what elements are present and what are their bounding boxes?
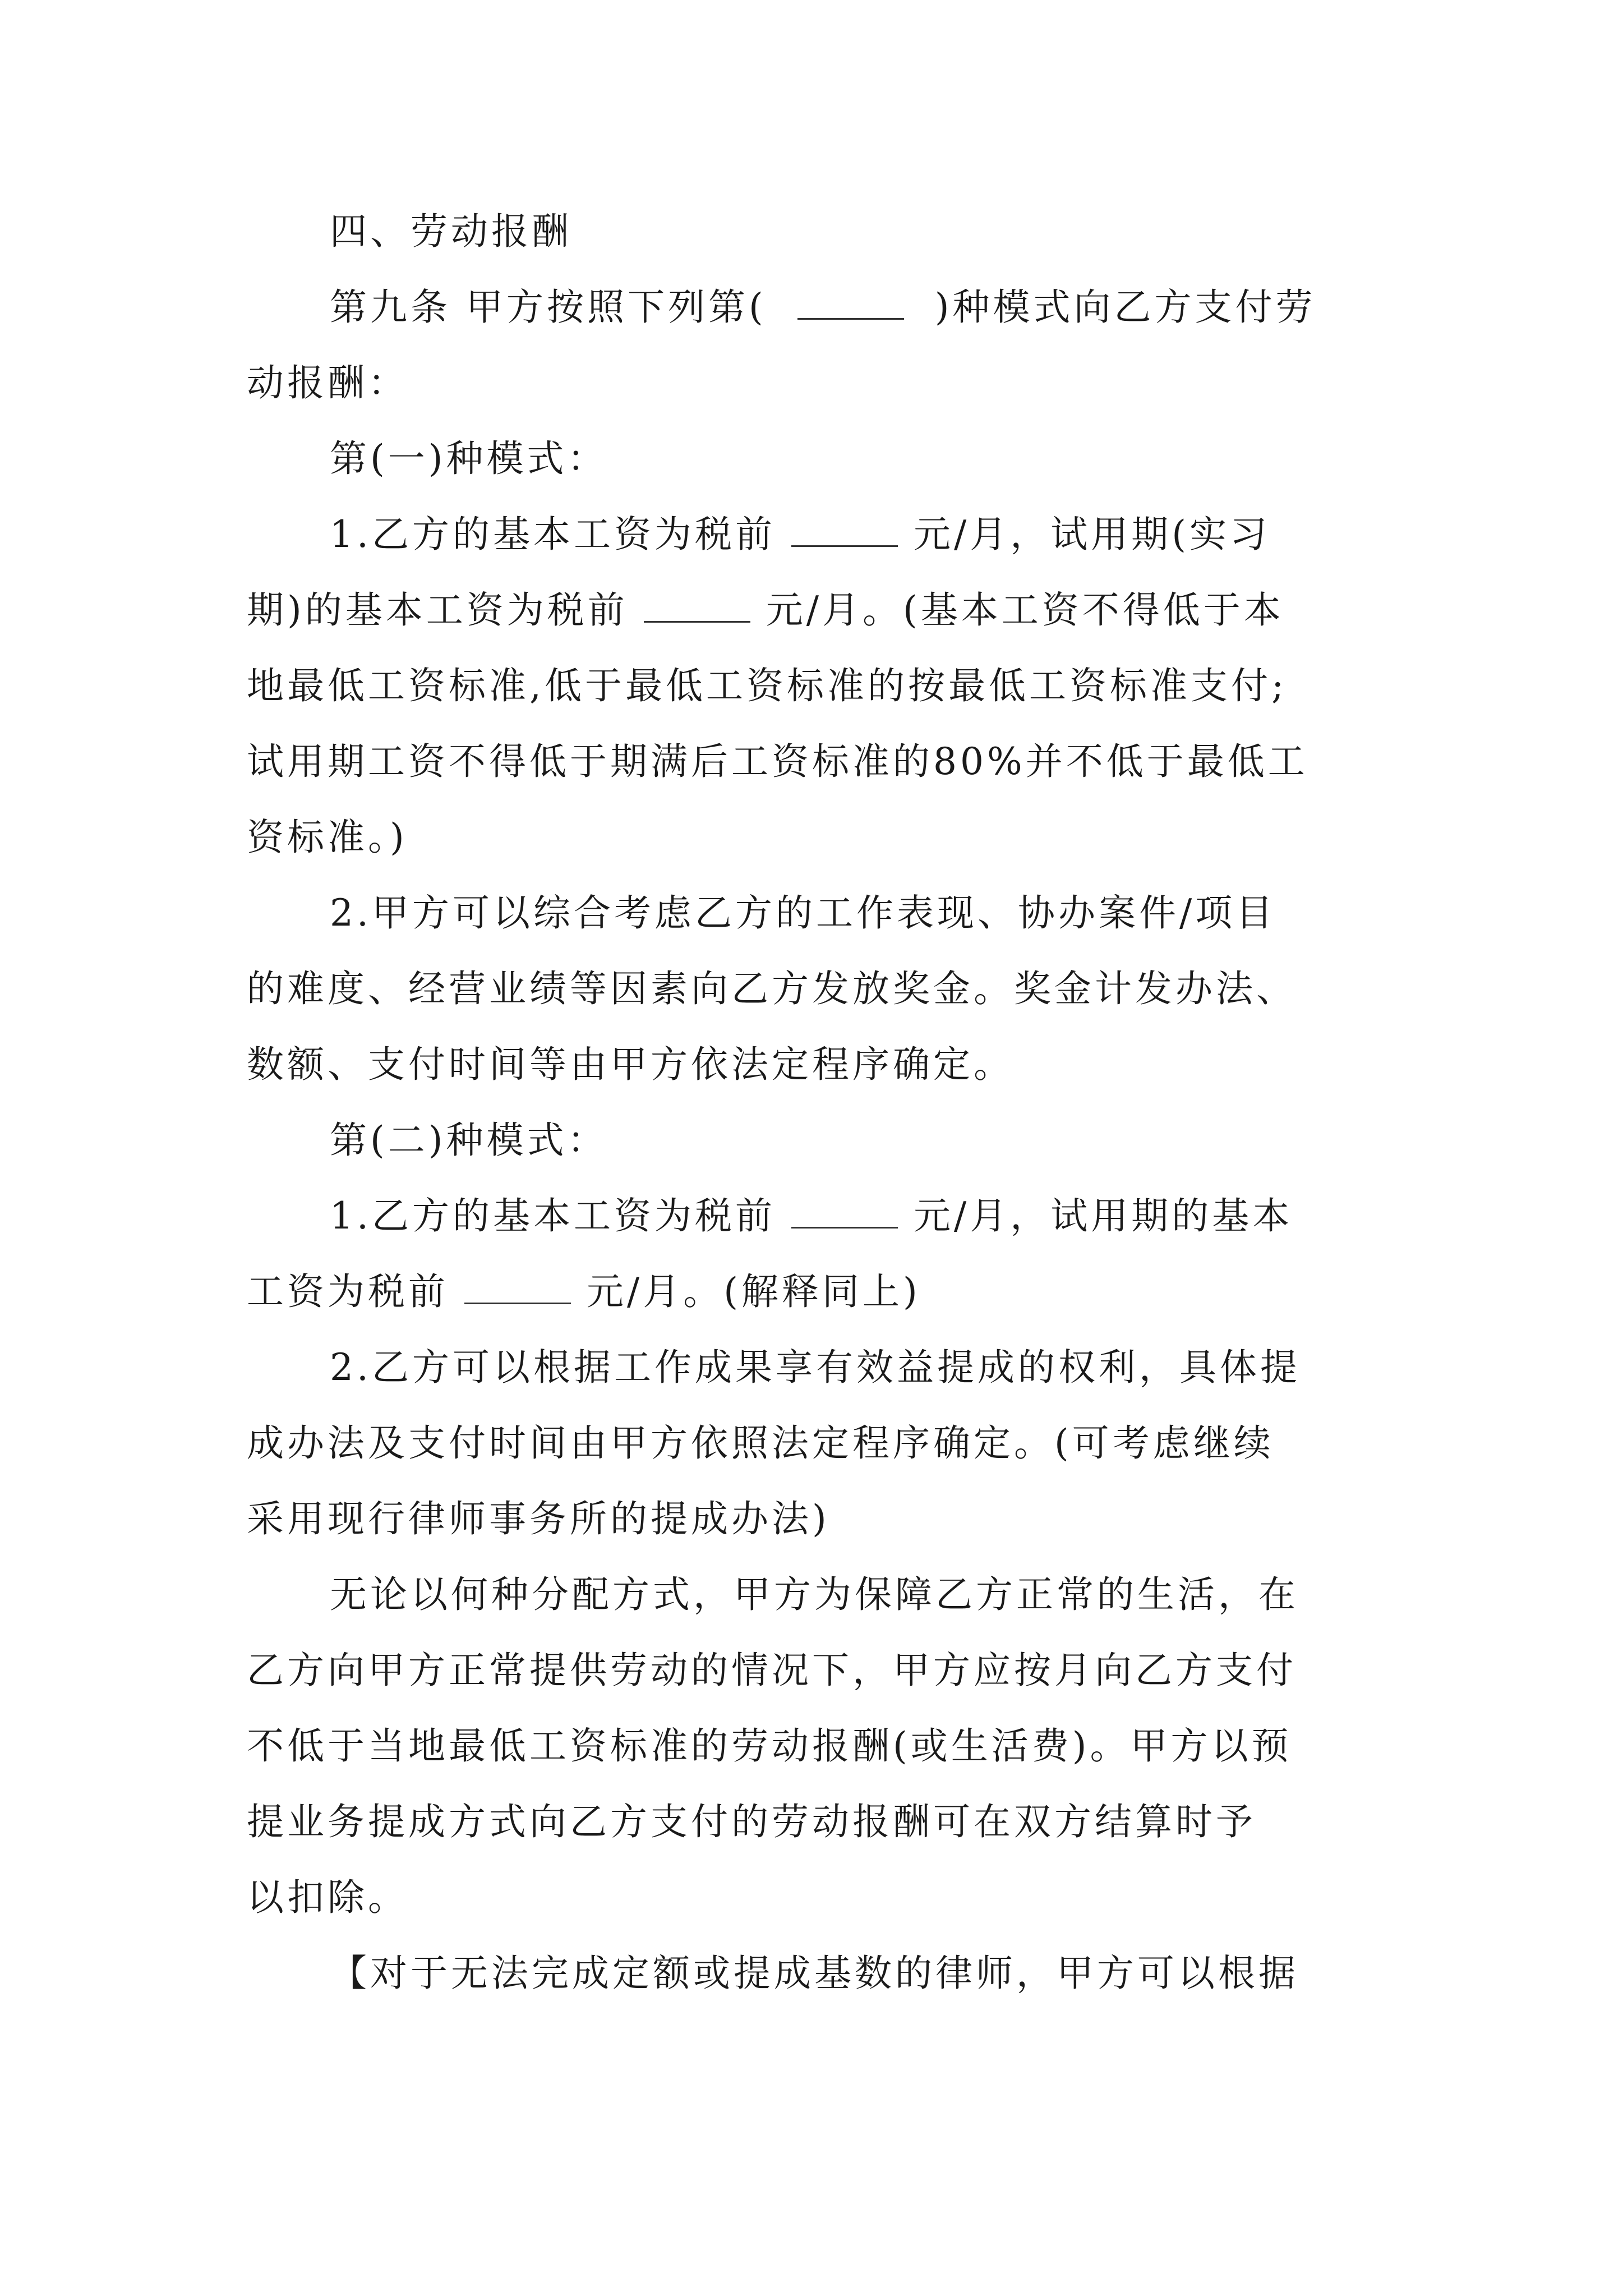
paragraph-line: 2.乙方可以根据工作成果享有效益提成的权利，具体提 — [330, 1346, 1301, 1389]
mode-heading: 第(一)种模式： — [330, 437, 608, 480]
text-segment: 元/月，试用期(实习 — [913, 513, 1270, 556]
paragraph-line: 2.甲方可以综合考虑乙方的工作表现、协办案件/项目 — [330, 891, 1276, 935]
section-heading: 四、劳动报酬 — [330, 210, 572, 253]
paragraph-line: 地最低工资标准,低于最低工资标准的按最低工资标准支付; — [247, 664, 1288, 707]
paragraph-line — [247, 1194, 1293, 1237]
paragraph-line: 以扣除。 — [247, 1876, 408, 1919]
paragraph-line: 动报酬： — [247, 361, 408, 404]
paragraph-line: 的难度、经营业绩等因素向乙方发放奖金。奖金计发办法、 — [247, 967, 1297, 1010]
paragraph-line — [247, 286, 1316, 329]
blank-field — [644, 593, 750, 623]
text-segment: 元/月，试用期的基本 — [913, 1194, 1293, 1237]
text-segment: 元/月。(基本工资不得低于本 — [766, 588, 1284, 632]
paragraph-line: 【对于无法完成定额或提成基数的律师，甲方可以根据 — [330, 1952, 1299, 1995]
text-segment: 第九条 甲方按照下列第( — [330, 286, 782, 329]
paragraph-line — [247, 513, 1270, 556]
paragraph-line: 提业务提成方式向乙方支付的劳动报酬可在双方结算时予 — [247, 1800, 1256, 1843]
paragraph-line: 数额、支付时间等由甲方依法定程序确定。 — [247, 1043, 1014, 1086]
paragraph-line: 试用期工资不得低于期满后工资标准的80%并不低于最低工 — [247, 740, 1308, 783]
paragraph-line: 采用现行律师事务所的提成办法) — [247, 1497, 830, 1540]
paragraph-line: 资标准。) — [247, 816, 408, 859]
paragraph-line: 不低于当地最低工资标准的劳动报酬(或生活费)。甲方以预 — [247, 1724, 1292, 1768]
text-segment: )种模式向乙方支付劳 — [919, 286, 1316, 329]
blank-field — [791, 1199, 898, 1228]
blank-field — [791, 517, 898, 547]
text-segment: 1.乙方的基本工资为税前 — [330, 1194, 776, 1237]
paragraph-line: 无论以何种分配方式，甲方为保障乙方正常的生活，在 — [330, 1573, 1299, 1616]
mode-heading: 第(二)种模式： — [330, 1119, 608, 1162]
text-segment: 工资为税前 — [247, 1270, 449, 1313]
paragraph-line — [247, 588, 1284, 632]
paragraph-line: 乙方向甲方正常提供劳动的情况下，甲方应按月向乙方支付 — [247, 1649, 1297, 1692]
paragraph-line — [247, 1270, 921, 1313]
paragraph-line: 成办法及支付时间由甲方依照法定程序确定。(可考虑继续 — [247, 1421, 1274, 1465]
blank-field — [797, 290, 904, 320]
text-segment: 元/月。(解释同上) — [587, 1270, 921, 1313]
text-segment: 期)的基本工资为税前 — [247, 588, 628, 632]
text-segment: 1.乙方的基本工资为税前 — [330, 513, 776, 556]
blank-field — [464, 1274, 571, 1304]
